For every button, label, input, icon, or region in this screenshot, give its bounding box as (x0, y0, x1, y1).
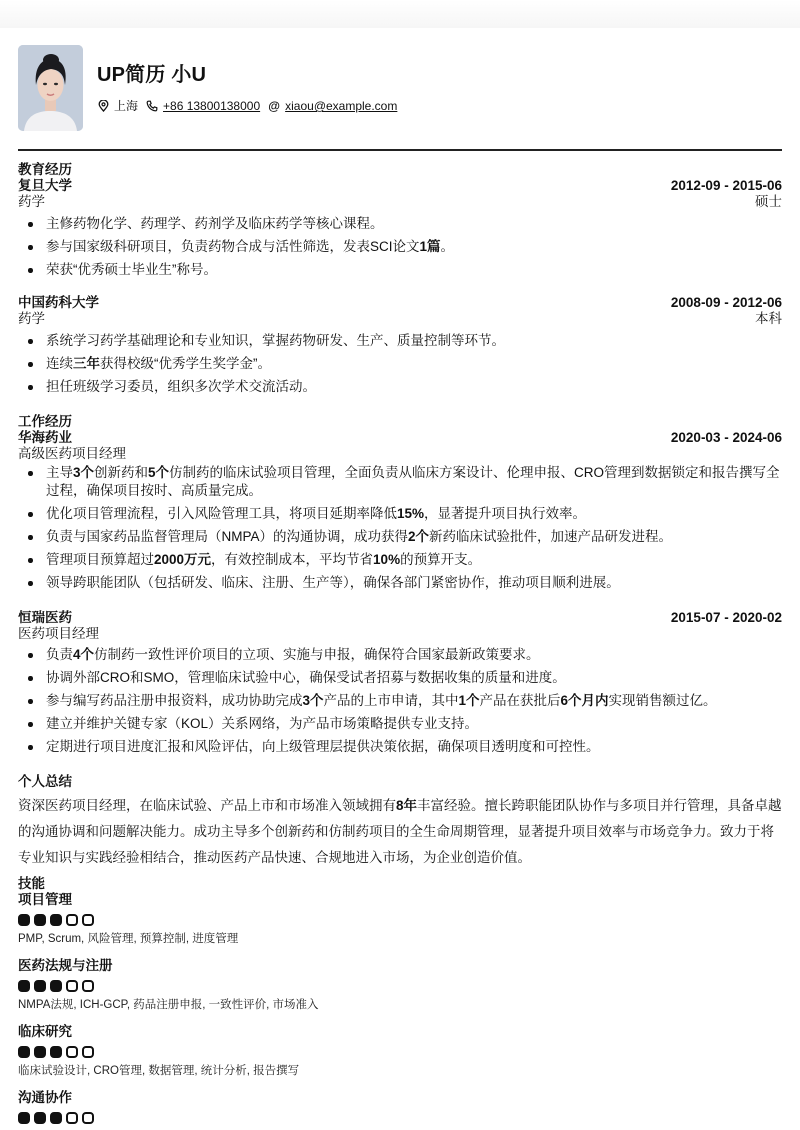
highlight-text: 2000万元 (154, 552, 212, 567)
rating-empty-icon (82, 1112, 94, 1124)
rating-filled-icon (50, 914, 62, 926)
skill-item (18, 958, 782, 1012)
entry-dates: 2015-07 - 2020-02 (670, 610, 782, 625)
text-run: 领导跨职能团队（包括研发、临床、注册、生产等），确保各部门紧密协作，推动项目顺利进展。 (46, 575, 620, 590)
company-name: 华海药业 (18, 430, 72, 445)
person-portrait-icon (18, 45, 83, 131)
highlight-text: 3个 (302, 693, 324, 708)
contact-location (97, 99, 138, 113)
skill-name: 医药法规与注册 (18, 958, 113, 973)
phone-link[interactable]: +86 13800138000 (163, 99, 261, 113)
summary-section (18, 774, 782, 871)
entry-dates: 2012-09 - 2015-06 (670, 178, 782, 193)
rating-empty-icon (66, 980, 78, 992)
work-section (18, 414, 782, 597)
bullet-item (18, 528, 782, 546)
skill-keywords: PMP, Scrum, 风险管理, 预算控制, 进度管理 (18, 933, 239, 945)
highlight-text: 6个月内 (560, 693, 609, 708)
rating-filled-icon (18, 914, 30, 926)
rating-filled-icon (50, 980, 62, 992)
bullet-item (18, 574, 782, 592)
bullet-item (18, 551, 782, 569)
bullet-item (18, 464, 782, 500)
header-divider (18, 149, 782, 151)
highlight-text: 4个 (73, 647, 95, 662)
bullet-list (18, 332, 782, 396)
bullet-list (18, 464, 782, 592)
candidate-name: UP简历 小U (97, 64, 207, 86)
section-title-summary: 个人总结 (18, 774, 72, 789)
highlight-text: 3个 (73, 465, 95, 480)
rating-filled-icon (34, 1112, 46, 1124)
skill-item (18, 892, 782, 946)
skill-item (18, 1090, 782, 1124)
bullet-item (18, 669, 782, 687)
rating-empty-icon (82, 980, 94, 992)
resume-page (18, 45, 782, 131)
text-run: ，有效控制成本，平均节省 (211, 552, 374, 567)
entry-head (18, 430, 782, 446)
rating-filled-icon (34, 1046, 46, 1058)
text-run: 丰富经验。擅长跨职能团队协作与多项目并行管理，具备卓越的沟通协调和问题解决能力。成功主导多个创新药和仿制药项目的全生命周期管理，显著提升项目效率与市场竞争力。致力于将专业知识与实践经验相结合，推动医药产品快速、合规地进入市场，为企业创造价值。 (18, 798, 782, 865)
text-run: 定期进行项目进度汇报和风险评估，向上级管理层提供决策依据，确保项目透明度和可控性。 (46, 739, 600, 754)
entry-head (18, 295, 782, 311)
rating-filled-icon (50, 1112, 62, 1124)
text-run: 参与编写药品注册申报资料，成功协助完成 (46, 693, 303, 708)
school-name: 中国药科大学 (18, 295, 99, 310)
school-name: 复旦大学 (18, 178, 72, 193)
education-section (18, 162, 782, 284)
header-info (97, 45, 405, 113)
text-run: 管理项目预算超过 (46, 552, 154, 567)
rating-filled-icon (18, 1046, 30, 1058)
work-entry (18, 430, 782, 592)
highlight-text: 2个 (408, 529, 430, 544)
entry-dates: 2020-03 - 2024-06 (670, 430, 782, 445)
education-entry (18, 295, 782, 401)
text-run: 新药临床试验批件，加速产品研发进程。 (429, 529, 673, 544)
bullet-item (18, 692, 782, 710)
contact-line (97, 99, 405, 113)
job-title: 高级医药项目经理 (18, 446, 126, 461)
highlight-text: 三年 (73, 356, 100, 371)
bullet-list (18, 215, 782, 279)
skill-keywords: NMPA法规, ICH-GCP, 药品注册申报, 一致性评价, 市场准入 (18, 999, 319, 1011)
degree: 硕士 (755, 194, 782, 209)
text-run: 产品在获批后 (479, 693, 561, 708)
text-run: 优化项目管理流程，引入风险管理工具，将项目延期率降低 (46, 506, 397, 521)
text-run: 产品的上市申请，其中 (323, 693, 459, 708)
at-icon: @ (268, 99, 280, 113)
text-run: 参与国家级科研项目，负责药物合成与活性筛选，发表SCI论文 (46, 239, 420, 254)
rating-filled-icon (34, 914, 46, 926)
highlight-text: 5个 (148, 465, 170, 480)
rating-empty-icon (66, 914, 78, 926)
text-run: 主导 (46, 465, 73, 480)
work-entry (18, 610, 782, 761)
skill-rating (18, 1112, 782, 1124)
summary-text (18, 793, 782, 871)
rating-filled-icon (34, 980, 46, 992)
degree: 本科 (755, 311, 782, 326)
skill-name: 临床研究 (18, 1024, 72, 1039)
skill-rating (18, 914, 782, 926)
text-run: 。 (440, 239, 455, 254)
bullet-item (18, 378, 782, 396)
highlight-text: 10% (373, 552, 401, 567)
text-run: 连续 (46, 356, 73, 371)
resume-header (18, 45, 782, 131)
highlight-text: 15% (397, 506, 425, 521)
location-text: 上海 (114, 99, 139, 113)
section-title-skills: 技能 (18, 876, 45, 891)
email-link[interactable]: xiaou@example.com (285, 99, 398, 113)
text-run: 系统学习药学基础理论和专业知识，掌握药物研发、生产、质量控制等环节。 (46, 333, 505, 348)
text-run: 仿制药一致性评价项目的立项、实施与申报，确保符合国家最新政策要求。 (94, 647, 540, 662)
bullet-item (18, 355, 782, 373)
contact-email (268, 99, 397, 113)
section-title-education: 教育经历 (18, 162, 72, 177)
bullet-item (18, 738, 782, 756)
rating-filled-icon (50, 1046, 62, 1058)
rating-empty-icon (82, 914, 94, 926)
map-pin-icon (97, 100, 109, 112)
bullet-item (18, 238, 782, 256)
bullet-item (18, 646, 782, 664)
profile-photo (18, 45, 83, 131)
skills-list (18, 892, 782, 1124)
skill-name: 项目管理 (18, 892, 72, 907)
text-run: 负责与国家药品监督管理局（NMPA）的沟通协调，成功获得 (46, 529, 409, 544)
text-run: 荣获“优秀硕士毕业生”称号。 (46, 262, 217, 277)
education-entry (18, 178, 782, 279)
skill-rating (18, 1046, 782, 1058)
text-run: 资深医药项目经理，在临床试验、产品上市和市场准入领域拥有 (18, 798, 396, 813)
section-title-work: 工作经历 (18, 414, 72, 429)
skills-section (18, 876, 782, 1124)
bullet-item (18, 261, 782, 279)
text-run: 实现销售额过亿。 (608, 693, 717, 708)
skill-keywords: 临床试验设计, CRO管理, 数据管理, 统计分析, 报告撰写 (18, 1065, 300, 1077)
rating-empty-icon (66, 1046, 78, 1058)
text-run: 仿制药的临床试验项目管理，全面负责从临床方案设计、伦理申报、CRO管理到数据锁定和报告撰写全过程，确保项目按时、高质量完成。 (46, 465, 780, 498)
highlight-text: 1篇 (419, 239, 441, 254)
bullet-list (18, 646, 782, 756)
rating-filled-icon (18, 1112, 30, 1124)
entry-head (18, 610, 782, 626)
text-run: 获得校级“优秀学生奖学金”。 (100, 356, 271, 371)
bullet-item (18, 332, 782, 350)
text-run: 负责 (46, 647, 73, 662)
company-name: 恒瑞医药 (18, 610, 72, 625)
job-title: 医药项目经理 (18, 626, 99, 641)
major: 药学 (18, 311, 45, 326)
rating-empty-icon (82, 1046, 94, 1058)
skill-name: 沟通协作 (18, 1090, 72, 1105)
entry-sub (18, 446, 782, 462)
highlight-text: 1个 (458, 693, 480, 708)
bullet-item (18, 215, 782, 233)
skill-item (18, 1024, 782, 1078)
entry-sub (18, 311, 782, 327)
text-run: ，显著提升项目执行效率。 (424, 506, 587, 521)
phone-icon (146, 100, 158, 112)
text-run: 创新药和 (94, 465, 149, 480)
skill-rating (18, 980, 782, 992)
text-run: 主修药物化学、药理学、药剂学及临床药学等核心课程。 (46, 216, 384, 231)
bullet-item (18, 505, 782, 523)
major: 药学 (18, 194, 45, 209)
contact-phone (146, 99, 260, 113)
text-run: 的预算开支。 (400, 552, 482, 567)
entry-head (18, 178, 782, 194)
page-top-shadow (0, 0, 800, 28)
highlight-text: 8年 (396, 798, 418, 813)
entry-sub (18, 194, 782, 210)
entry-dates: 2008-09 - 2012-06 (670, 295, 782, 310)
entry-sub (18, 626, 782, 642)
rating-empty-icon (66, 1112, 78, 1124)
text-run: 担任班级学习委员，组织多次学术交流活动。 (46, 379, 316, 394)
text-run: 协调外部CRO和SMO，管理临床试验中心，确保受试者招募与数据收集的质量和进度。 (46, 670, 566, 685)
text-run: 建立并维护关键专家（KOL）关系网络，为产品市场策略提供专业支持。 (46, 716, 479, 731)
rating-filled-icon (18, 980, 30, 992)
bullet-item (18, 715, 782, 733)
